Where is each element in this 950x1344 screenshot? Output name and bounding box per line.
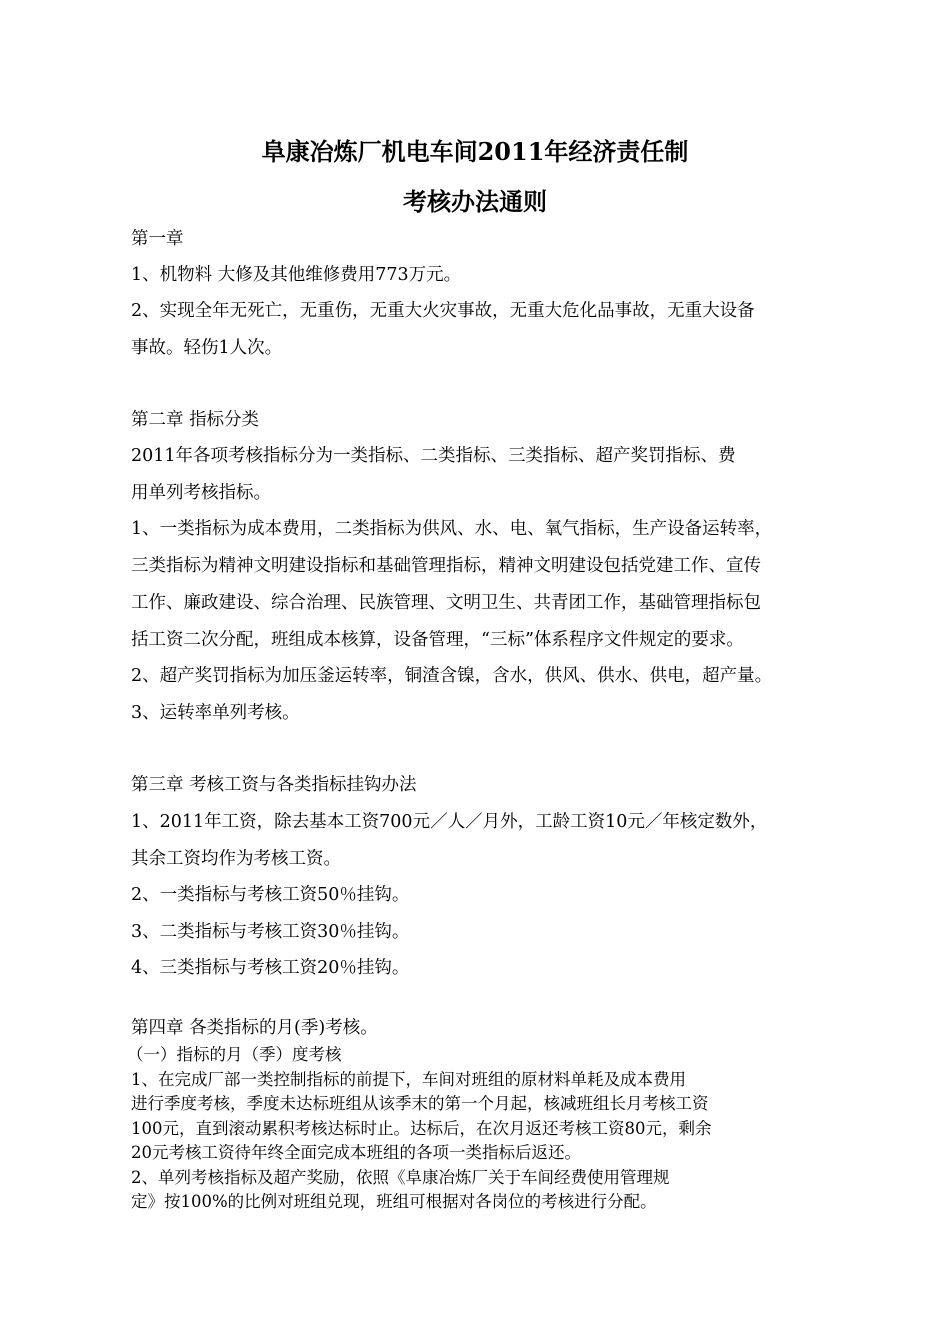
chapter2-item1-line1: 1、一类指标为成本费用，二类指标为供风、水、电、氧气指标，生产设备运转率，	[131, 519, 773, 539]
chapter2-item1-line3: 工作、廉政建设、综合治理、民族管理、文明卫生、共青团工作，基础管理指标包	[131, 593, 761, 613]
document-title-line1: 阜康冶炼厂机电车间2011年经济责任制	[261, 137, 689, 166]
chapter4-para1-line3: 100元，直到滚动累积考核达标时止。达标后，在次月返还考核工资80元，剩余	[131, 1119, 712, 1138]
chapter3-heading: 第三章 考核工资与各类指标挂钩办法	[131, 775, 417, 795]
chapter4-para2-line1: 2、单列考核指标及超产奖励，依照《阜康冶炼厂关于车间经费使用管理规	[131, 1168, 670, 1187]
chapter4-heading: 第四章 各类指标的月(季)考核。	[131, 1018, 378, 1038]
chapter4-para1-line1: 1、在完成厂部一类控制指标的前提下，车间对班组的原材料单耗及成本费用	[131, 1070, 686, 1089]
chapter1-item2-line1: 2、实现全年无死亡，无重伤，无重大火灾事故，无重大危化品事故，无重大设备	[131, 301, 755, 321]
chapter2-item1-line2: 三类指标为精神文明建设指标和基础管理指标，精神文明建设包括党建工作、宣传	[131, 556, 761, 576]
chapter4-para1-line4: 20元考核工资待年终全面完成本班组的各项一类指标后返还。	[131, 1143, 581, 1162]
chapter2-item1-line4: 括工资二次分配，班组成本核算，设备管理，“三标”体系程序文件规定的要求。	[131, 630, 744, 650]
chapter2-item3: 3、运转率单列考核。	[131, 703, 300, 723]
chapter2-intro-line2: 用单列考核指标。	[131, 483, 271, 503]
document-title-line2: 考核办法通则	[403, 187, 547, 216]
chapter4-para1-line2: 进行季度考核，季度未达标班组从该季末的第一个月起，核减班组长月考核工资	[131, 1094, 709, 1113]
chapter3-item4: 4、三类指标与考核工资20％挂钩。	[131, 958, 410, 978]
chapter2-heading: 第二章 指标分类	[131, 410, 260, 430]
chapter4-subheading: （一）指标的月（季）度考核	[127, 1045, 342, 1064]
chapter3-item3: 3、二类指标与考核工资30％挂钩。	[131, 922, 410, 942]
chapter2-item2: 2、超产奖罚指标为加压釜运转率，铜渣含镍，含水，供风、供水、供电，超产量。	[131, 666, 773, 686]
chapter1-item1: 1、机物料 大修及其他维修费用773万元。	[131, 265, 462, 285]
chapter3-item1-line1: 1、2011年工资，除去基本工资700元／人／月外，工龄工资10元／年核定数外，	[131, 812, 768, 832]
chapter2-intro-line1: 2011年各项考核指标分为一类指标、二类指标、三类指标、超产奖罚指标、费	[131, 446, 736, 466]
chapter4-para2-line2: 定》按100%的比例对班组兑现，班组可根据对各岗位的考核进行分配。	[131, 1192, 657, 1211]
chapter3-item2: 2、一类指标与考核工资50％挂钩。	[131, 885, 410, 905]
chapter3-item1-line2: 其余工资均作为考核工资。	[131, 849, 341, 869]
chapter1-item2-line2: 事故。轻伤1人次。	[131, 338, 283, 358]
chapter1-heading: 第一章	[131, 229, 184, 249]
